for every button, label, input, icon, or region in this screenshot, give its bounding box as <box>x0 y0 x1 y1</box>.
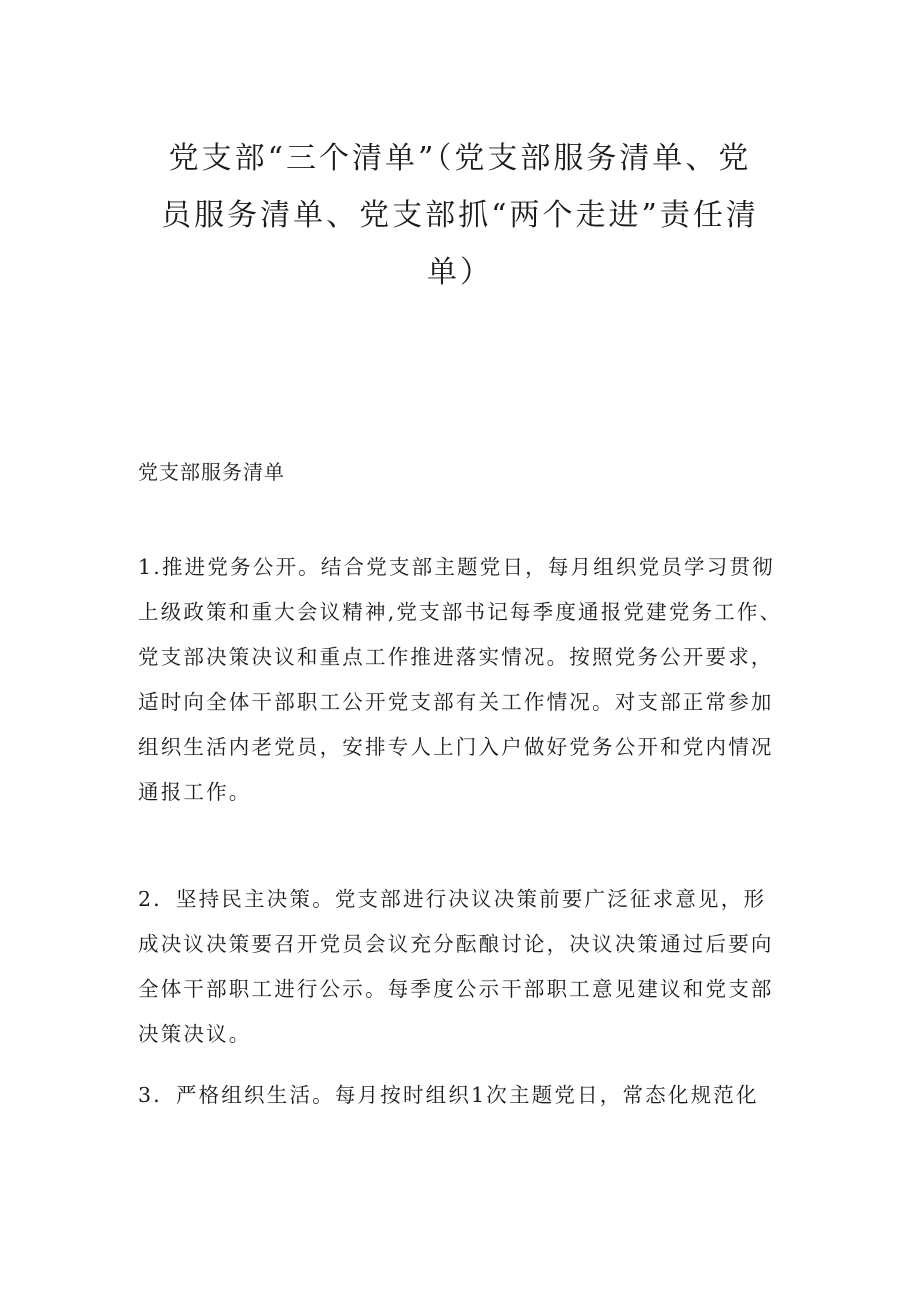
paragraph-line: 上级政策和重大会议精神,党支部书记每季度通报党建党务工作、 <box>138 600 783 624</box>
paragraph-line: 适时向全体干部职工公开党支部有关工作情况。对支部正常参加 <box>138 690 774 714</box>
title-line: 单） <box>427 255 493 290</box>
paragraph-line: 通报工作。 <box>138 780 252 804</box>
paragraph-2 <box>138 877 788 1057</box>
paragraph-line: 成决议决策要召开党员会议充分酝酿讨论，决议决策通过后要向 <box>138 932 774 956</box>
paragraph-3 <box>138 1073 788 1118</box>
paragraph-line: 组织生活内老党员，安排专人上门入户做好党务公开和党内情况 <box>138 735 774 759</box>
title-line: 员服务清单、党支部抓“两个走进”责任清 <box>161 198 759 233</box>
document-title <box>130 130 790 301</box>
paragraph-line: 1.推进党务公开。结合党支部主题党日，每月组织党员学习贯彻 <box>138 555 775 579</box>
paragraph-line: 党支部决策决议和重点工作推进落实情况。按照党务公开要求， <box>138 645 774 669</box>
paragraph-line: 全体干部职工进行公示。每季度公示干部职工意见建议和党支部 <box>138 977 774 1001</box>
paragraph-line: 2．坚持民主决策。党支部进行决议决策前要广泛征求意见，形 <box>138 887 767 911</box>
section-heading: 党支部服务清单 <box>138 460 285 484</box>
paragraph-line: 决策决议。 <box>138 1022 252 1046</box>
paragraph-line: 3．严格组织生活。每月按时组织1次主题党日，常态化规范化 <box>138 1083 759 1107</box>
title-line: 党支部“三个清单”（党支部服务清单、党 <box>168 141 752 176</box>
paragraph-1 <box>138 545 788 815</box>
